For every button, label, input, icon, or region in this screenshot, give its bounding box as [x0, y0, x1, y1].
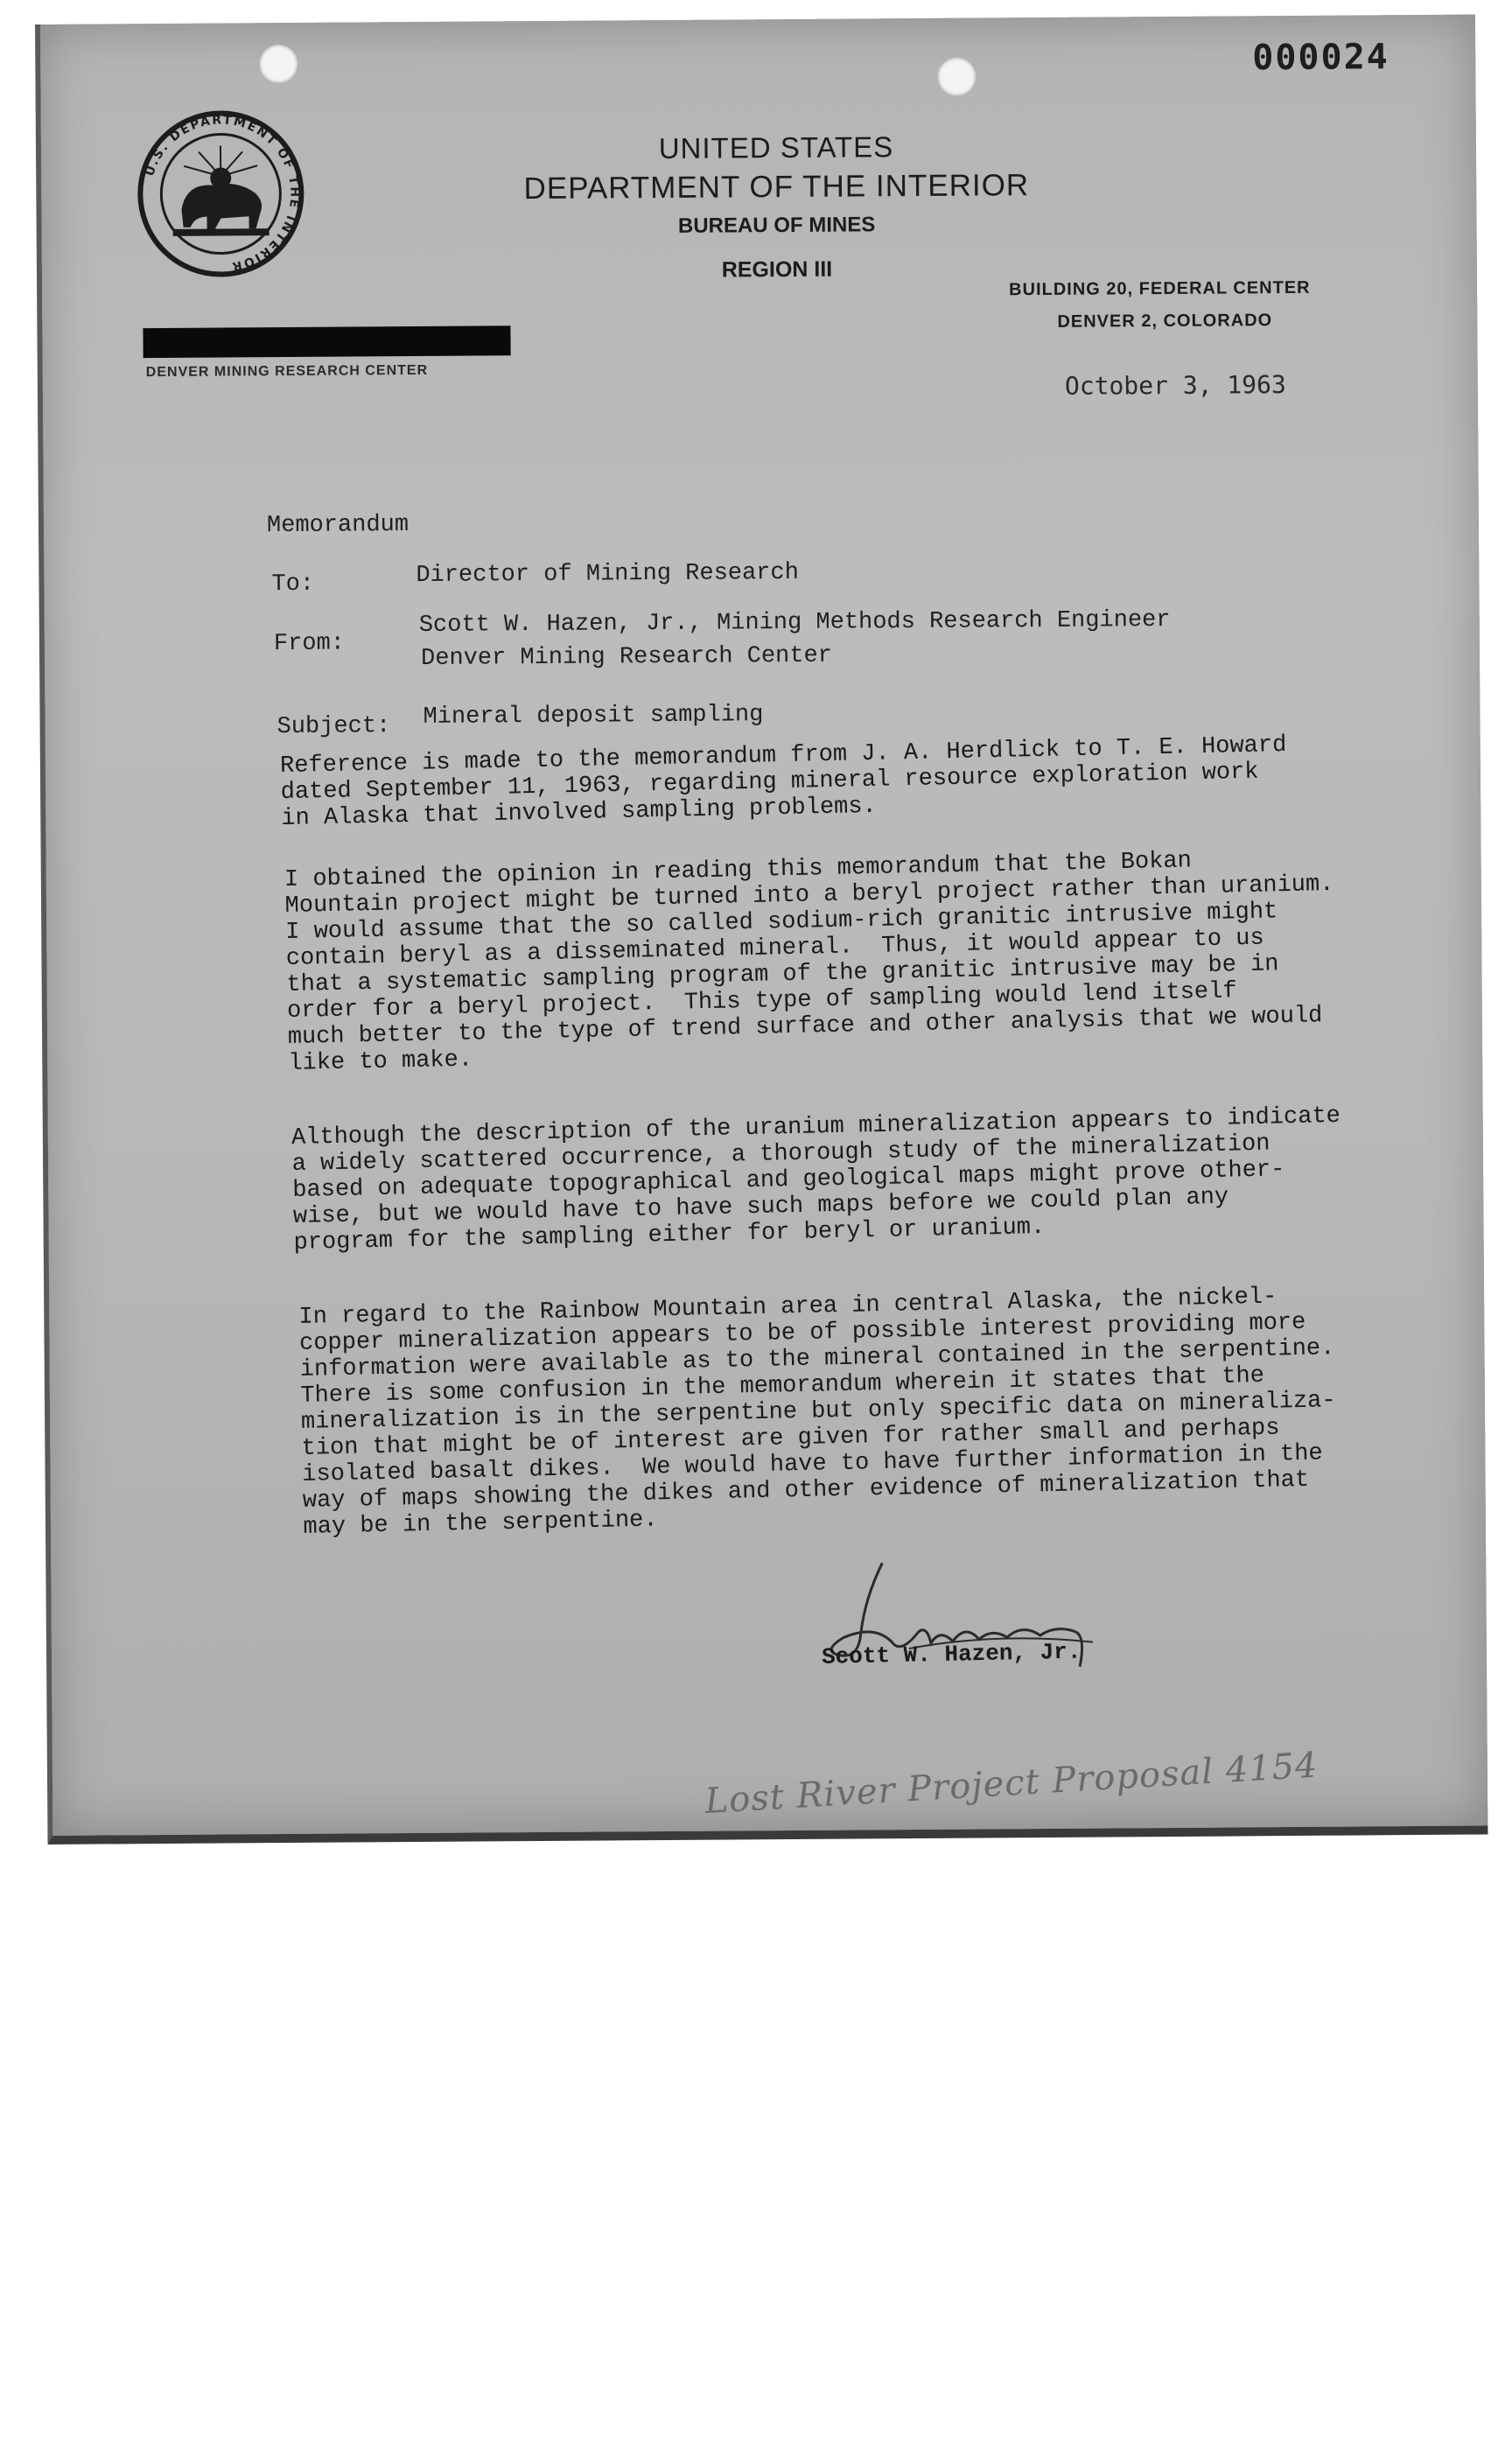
punch-hole	[937, 57, 976, 95]
address-line-1: BUILDING 20, FEDERAL CENTER	[1009, 277, 1311, 300]
punch-hole	[259, 45, 298, 83]
letterhead-bureau: BUREAU OF MINES	[677, 213, 876, 238]
subject-label: Subject:	[276, 713, 391, 741]
letterhead-region: REGION III	[721, 256, 833, 283]
letterhead-department: DEPARTMENT OF THE INTERIOR	[523, 168, 1030, 206]
memo-sheet	[35, 15, 1488, 1844]
seal-text: U.S. DEPARTMENT OF THE INTERIOR	[143, 113, 302, 274]
research-center-label: DENVER MINING RESEARCH CENTER	[145, 362, 429, 381]
memo-type-label: Memorandum	[266, 512, 410, 540]
subject-value: Mineral deposit sampling	[423, 702, 764, 731]
from-line-1: Scott W. Hazen, Jr., Mining Methods Research Engineer	[418, 606, 1171, 639]
signer-name: Scott W. Hazen, Jr.	[821, 1638, 1082, 1670]
body-paragraph-2: I obtained the opinion in reading this memorandum that the Bokan Mountain project might be turned into a beryl project rather than uranium. I would assume that the so called sodium-rich granitic intrusive might contain beryl as a disseminated mineral. Thus, it would appear to us that a systematic sampling program of the granitic intrusive may be in order for a beryl project. This type of sampling would lend itself much better to the type of trend surface and other analysis that we would like to make.	[284, 848, 1334, 1077]
body-paragraph-3: Although the description of the uranium mineralization appears to indicate a widely scattered occurrence, a thorough study of the mineralization based on adequate topographical and geological maps might prove other- wise, but we would have to have such maps before we could plan any program for the sampling either for beryl or uranium.	[290, 1102, 1341, 1256]
handwritten-signature	[777, 1544, 1145, 1695]
to-label: To:	[271, 570, 315, 598]
handwritten-note: Lost River Project Proposal 4154	[704, 1745, 1320, 1823]
address-line-2: DENVER 2, COLORADO	[1057, 311, 1273, 332]
body-paragraph-4: In regard to the Rainbow Mountain area in central Alaska, the nickel- copper mineralization appears to be of possible interest providing more information were available as to the mineral contained in the serpentine. There is some confusion in the memorandum wherein it states that the mineralization is in the serpentine but only specific data on mineraliza- tion that might be of interest are given for rather small and perhaps isolated basalt dikes. We would have to have further information in the way of maps showing the dikes and other evidence of mineralization that may be in the serpentine.	[298, 1284, 1336, 1541]
body-paragraph-1: Reference is made to the memorandum from J. A. Herdlick to T. E. Howard dated September 11, 1963, regarding mineral resource exploration work in Alaska that involved sampling problems.	[279, 732, 1287, 833]
to-value: Director of Mining Research	[416, 559, 799, 589]
redaction-bar	[143, 326, 510, 358]
letterhead-country: UNITED STATES	[658, 130, 894, 165]
memo-date: October 3, 1963	[1064, 370, 1286, 401]
department-seal-icon	[133, 106, 309, 282]
from-line-2: Denver Mining Research Center	[420, 642, 833, 672]
from-label: From:	[273, 630, 346, 658]
document-number: 000024	[1252, 37, 1390, 79]
